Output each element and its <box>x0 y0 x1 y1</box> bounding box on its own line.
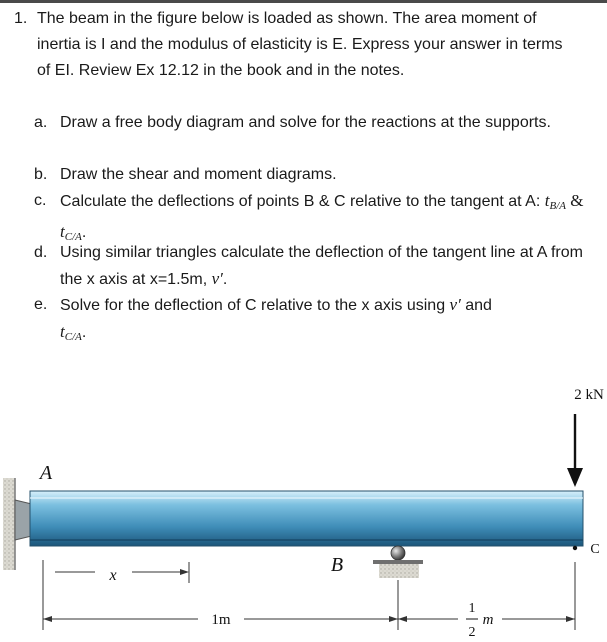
top-rule <box>0 0 607 3</box>
beam-figure <box>0 370 607 642</box>
subquestion-letter: b. <box>34 166 48 183</box>
text-run: Calculate the deflections of points B & C relative to the tangent at A: <box>60 193 545 210</box>
text-run: . <box>81 224 87 241</box>
fraction-denominator: 2 <box>468 625 476 640</box>
point-c-marker <box>573 546 577 550</box>
text-run: . <box>222 271 228 288</box>
fraction-numerator: 1 <box>468 601 476 616</box>
problem-text: The beam in the figure below is loaded as shown. The area moment of inertia is I and the modulus of elasticity is E. Express your answer in terms of EI. Review Ex 12.12 in the book and in the notes. <box>37 10 563 79</box>
text-run: & <box>565 191 584 210</box>
v-prime-symbol: v′ <box>211 269 223 288</box>
point-a-label: A <box>39 462 53 484</box>
tangent-deviation-symbol: t <box>60 222 65 241</box>
subquestion-text: Draw the shear and moment diagrams. <box>60 166 337 183</box>
subquestion-letter: e. <box>34 296 48 313</box>
load-label: 2 kN <box>574 387 604 403</box>
problem-number: 1. <box>14 10 28 27</box>
text-run: Using similar triangles calculate the deflection of the tangent line at A from the x axis at x=1.5m, <box>60 244 583 288</box>
point-b-label: B <box>330 554 344 576</box>
subquestion-text <box>60 292 594 350</box>
subscript: C/A <box>64 231 82 243</box>
subquestion-text: Draw a free body diagram and solve for the reactions at the supports. <box>60 114 551 131</box>
subscript: C/A <box>64 331 82 343</box>
subquestion-letter: c. <box>34 192 47 209</box>
text-run: Solve for the deflection of C relative to the x axis using <box>60 297 450 314</box>
load-arrow <box>567 414 583 487</box>
dimension-1m-label: 1m <box>211 612 231 628</box>
x-label: x <box>109 567 117 584</box>
point-c-label: C <box>590 542 600 557</box>
fraction-unit: m <box>482 612 494 628</box>
text-run: and <box>460 297 492 314</box>
subquestion-text <box>60 240 594 293</box>
roller-support <box>373 546 423 578</box>
subquestion-letter: d. <box>34 244 48 261</box>
tangent-deviation-symbol: t <box>544 191 550 210</box>
v-prime-symbol: v′ <box>449 295 461 314</box>
tangent-deviation-symbol: t <box>60 322 65 341</box>
text-run: . <box>81 324 87 341</box>
subscript: B/A <box>549 200 566 212</box>
beam <box>30 491 583 546</box>
x-coordinate-arrow <box>55 569 189 575</box>
subquestion-letter: a. <box>34 114 48 131</box>
